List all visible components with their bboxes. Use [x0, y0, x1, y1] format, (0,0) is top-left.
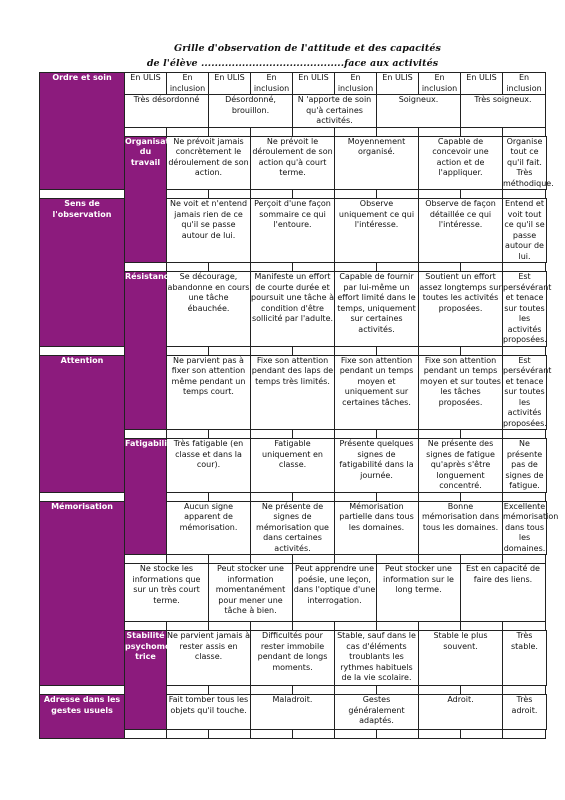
level-description: Adroit. — [419, 695, 503, 730]
inclusion-check-cell — [419, 492, 461, 501]
ulis-check-cell — [461, 430, 503, 439]
inclusion-check-cell — [335, 730, 377, 739]
inclusion-check-cell — [167, 346, 209, 355]
inclusion-check-cell — [503, 127, 546, 136]
header-inclusion: En inclusion — [503, 73, 546, 95]
ulis-check-cell — [209, 730, 251, 739]
inclusion-check-cell — [503, 430, 546, 439]
inclusion-check-cell — [335, 686, 377, 695]
inclusion-check-cell — [419, 190, 461, 199]
inclusion-check-cell — [419, 555, 461, 564]
inclusion-check-cell — [335, 492, 377, 501]
inclusion-check-cell — [503, 730, 546, 739]
ulis-check-cell — [293, 127, 335, 136]
inclusion-check-cell — [167, 730, 209, 739]
checkbox-row — [40, 346, 547, 355]
checkbox-row — [40, 190, 547, 199]
level-description: Soigneux. — [377, 95, 461, 128]
level-description: Bonne mémorisation dans tous les domaines. — [419, 501, 503, 555]
level-description: Ne parvient jamais à rester assis en classe. — [167, 631, 251, 686]
criterion-label: Ordre et soin — [40, 73, 125, 190]
inclusion-check-cell — [167, 263, 209, 272]
level-description: Est persévérant et tenace sur toutes les activités proposées. — [503, 355, 552, 428]
level-description: Ne voit et n'entend jamais rien de ce qu'il se passe autour de lui. — [167, 199, 251, 263]
ulis-check-cell — [209, 686, 251, 695]
level-description: Très désordonné — [125, 95, 209, 128]
level-description: Fait tomber tous les objets qu'il touche. — [167, 695, 251, 730]
criterion-label: Mémorisation — [40, 501, 125, 686]
inclusion-check-cell — [251, 127, 293, 136]
inclusion-check-cell — [251, 190, 293, 199]
level-description: Difficultés pour rester immobile pendant de longs moments. — [251, 631, 335, 686]
level-description: Est persévérant et tenace sur toutes les activités proposées. — [503, 272, 552, 344]
ulis-check-cell — [209, 622, 251, 631]
criterion-label: Organisation du travail — [125, 136, 167, 263]
ulis-check-cell — [209, 190, 251, 199]
level-description: Gestes généralement adaptés. — [335, 695, 419, 730]
inclusion-check-cell — [251, 555, 293, 564]
header-row — [40, 73, 547, 95]
criterion-label: Adresse dans les gestes usuels — [40, 695, 125, 739]
level-description: Très stable. — [503, 631, 547, 686]
inclusion-check-cell — [503, 492, 546, 501]
ulis-check-cell — [293, 430, 335, 439]
level-description: Peut stocker une information momentanément pour mener une tâche à bien. — [209, 564, 293, 622]
ulis-check-cell — [125, 730, 167, 739]
ulis-check-cell — [125, 127, 167, 136]
ulis-check-cell — [461, 190, 503, 199]
header-inclusion: En inclusion — [167, 73, 209, 95]
level-row — [40, 695, 547, 730]
criterion-label: Stabilité psychomo-trice — [125, 631, 167, 730]
header-inclusion: En inclusion — [251, 73, 293, 95]
inclusion-check-cell — [251, 686, 293, 695]
level-description: Observe uniquement ce qui l'intéresse. — [335, 199, 419, 263]
ulis-check-cell — [377, 730, 419, 739]
level-description: Ne présente de signes de mémorisation que dans certaines activités. — [251, 501, 335, 555]
level-description: Stable, sauf dans le cas d'éléments troublants les rythmes habituels de la vie scolaire. — [335, 631, 419, 686]
level-description: Fixe son attention pendant des laps de temps très limités. — [251, 355, 335, 430]
ulis-check-cell — [125, 622, 167, 631]
observation-grid — [39, 72, 559, 739]
checkbox-row — [40, 686, 547, 695]
ulis-check-cell — [377, 346, 419, 355]
criterion-label: Sens de l'observation — [40, 199, 125, 347]
inclusion-check-cell — [335, 127, 377, 136]
inclusion-check-cell — [251, 430, 293, 439]
level-row — [40, 355, 547, 430]
level-description: Peut apprendre une poésie, une leçon, dans l'optique d'une interrogation. — [293, 564, 377, 622]
inclusion-check-cell — [419, 430, 461, 439]
level-description: Organise tout ce qu'il fait. Très méthodique. — [503, 136, 554, 188]
level-description: Se décourage, abandonne en cours une tâche ébauchée. — [167, 272, 251, 347]
level-description: Moyennement organisé. — [335, 136, 419, 190]
ulis-check-cell — [293, 686, 335, 695]
level-description: Capable de fournir par lui-même un effort limité dans le temps, uniquement sur certaines activités. — [335, 272, 419, 347]
ulis-check-cell — [461, 346, 503, 355]
ulis-check-cell — [209, 492, 251, 501]
level-description: Très soigneux. — [461, 95, 546, 128]
ulis-check-cell — [40, 686, 125, 695]
ulis-check-cell — [461, 686, 503, 695]
ulis-check-cell — [377, 492, 419, 501]
criterion-label: Fatigabilité — [125, 439, 167, 555]
ulis-check-cell — [377, 127, 419, 136]
level-description: Présente quelques signes de fatigabilité dans la journée. — [335, 439, 419, 493]
ulis-check-cell — [209, 127, 251, 136]
header-ulis: En ULIS — [461, 73, 503, 95]
inclusion-check-cell — [167, 686, 209, 695]
inclusion-check-cell — [167, 430, 209, 439]
ulis-check-cell — [293, 555, 335, 564]
inclusion-check-cell — [251, 622, 293, 631]
inclusion-check-cell — [335, 555, 377, 564]
ulis-check-cell — [125, 263, 167, 272]
level-description: Ne présente pas de signes de fatigue. — [503, 439, 547, 493]
level-description: Ne stocke les informations que sur un très court terme. — [125, 564, 209, 622]
ulis-check-cell — [293, 346, 335, 355]
ulis-check-cell — [461, 622, 503, 631]
inclusion-check-cell — [335, 190, 377, 199]
ulis-check-cell — [40, 492, 125, 501]
ulis-check-cell — [377, 263, 419, 272]
ulis-check-cell — [293, 263, 335, 272]
inclusion-check-cell — [251, 263, 293, 272]
ulis-check-cell — [209, 263, 251, 272]
ulis-check-cell — [377, 190, 419, 199]
inclusion-check-cell — [335, 430, 377, 439]
header-ulis: En ULIS — [293, 73, 335, 95]
inclusion-check-cell — [503, 555, 546, 564]
criterion-label: Attention — [40, 355, 125, 492]
inclusion-check-cell — [335, 263, 377, 272]
header-inclusion: En inclusion — [419, 73, 461, 95]
level-description: Fatigable uniquement en classe. — [251, 439, 335, 493]
document-subtitle: de l'élève ..........................................face aux activités — [146, 58, 439, 69]
ulis-check-cell — [377, 555, 419, 564]
level-description: N 'apporte de soin qu'à certaines activités. — [293, 95, 377, 128]
level-description: Soutient un effort assez longtemps sur toutes les activités proposées. — [419, 272, 503, 347]
inclusion-check-cell — [503, 190, 546, 199]
level-description: Désordonné, brouillon. — [209, 95, 293, 128]
level-description: Mémorisation partielle dans tous les domaines. — [335, 501, 419, 555]
inclusion-check-cell — [419, 127, 461, 136]
level-description: Manifeste un effort de courte durée et poursuit une tâche à condition d'être sollicité par l'adulte. — [251, 272, 335, 347]
ulis-check-cell — [377, 430, 419, 439]
inclusion-check-cell — [335, 622, 377, 631]
inclusion-check-cell — [419, 263, 461, 272]
ulis-check-cell — [209, 346, 251, 355]
header-inclusion: En inclusion — [335, 73, 377, 95]
level-description: Ne présente des signes de fatigue qu'après s'être longuement concentré. — [419, 439, 503, 493]
ulis-check-cell — [461, 492, 503, 501]
ulis-check-cell — [40, 346, 125, 355]
inclusion-check-cell — [251, 730, 293, 739]
level-description: Aucun signe apparent de mémorisation. — [167, 501, 251, 555]
checkbox-row — [40, 492, 547, 501]
ulis-check-cell — [377, 622, 419, 631]
level-description: Fixe son attention pendant un temps moyen et sur toutes les tâches proposées. — [419, 355, 503, 430]
ulis-check-cell — [293, 492, 335, 501]
ulis-check-cell — [293, 730, 335, 739]
inclusion-check-cell — [503, 263, 546, 272]
header-ulis: En ULIS — [209, 73, 251, 95]
inclusion-check-cell — [419, 622, 461, 631]
inclusion-check-cell — [251, 346, 293, 355]
level-description: Ne prévoit le déroulement de son action qu'à court terme. — [251, 136, 335, 190]
inclusion-check-cell — [251, 492, 293, 501]
level-description: Entend et voit tout ce qu'il se passe autour de lui. — [504, 199, 545, 261]
level-row — [40, 199, 547, 263]
inclusion-check-cell — [167, 622, 209, 631]
inclusion-check-cell — [419, 346, 461, 355]
document-title: Grille d'observation de l'attitude et des capacités — [174, 43, 441, 54]
level-description: Ne prévoit jamais concrètement le déroulement de son action. — [167, 136, 251, 190]
inclusion-check-cell — [503, 622, 546, 631]
inclusion-check-cell — [167, 127, 209, 136]
ulis-check-cell — [125, 430, 167, 439]
inclusion-check-cell — [167, 190, 209, 199]
header-ulis: En ULIS — [377, 73, 419, 95]
inclusion-check-cell — [503, 346, 546, 355]
level-description: Est en capacité de faire des liens. — [461, 564, 546, 622]
inclusion-check-cell — [419, 730, 461, 739]
level-description: Fixe son attention pendant un temps moyen et uniquement sur certaines tâches. — [335, 355, 419, 430]
level-description: Maladroit. — [251, 695, 335, 730]
level-description: Stable le plus souvent. — [419, 631, 503, 686]
ulis-check-cell — [377, 686, 419, 695]
ulis-check-cell — [209, 555, 251, 564]
inclusion-check-cell — [167, 492, 209, 501]
inclusion-check-cell — [335, 346, 377, 355]
criterion-label: Résistance — [125, 272, 167, 430]
ulis-check-cell — [461, 127, 503, 136]
level-description: Excellente mémorisation dans tous les domaines. — [503, 501, 559, 553]
inclusion-check-cell — [419, 686, 461, 695]
level-description: Peut stocker une information sur le long terme. — [377, 564, 461, 622]
inclusion-check-cell — [503, 686, 546, 695]
level-description: Capable de concevoir une action et de l'appliquer. — [419, 136, 503, 190]
ulis-check-cell — [293, 622, 335, 631]
header-ulis: En ULIS — [125, 73, 167, 95]
ulis-check-cell — [125, 555, 167, 564]
level-description: Ne parvient pas à fixer son attention même pendant un temps court. — [167, 355, 251, 430]
level-description: Perçoit d'une façon sommaire ce qui l'entoure. — [251, 199, 335, 263]
level-description: Très fatigable (en classe et dans la cour). — [167, 439, 251, 493]
ulis-check-cell — [293, 190, 335, 199]
inclusion-check-cell — [167, 555, 209, 564]
level-description: Observe de façon détaillée ce qui l'intéresse. — [419, 199, 503, 263]
ulis-check-cell — [40, 190, 125, 199]
ulis-check-cell — [461, 730, 503, 739]
level-description: Très adroit. — [503, 695, 547, 730]
ulis-check-cell — [461, 263, 503, 272]
ulis-check-cell — [461, 555, 503, 564]
ulis-check-cell — [209, 430, 251, 439]
level-row — [40, 501, 547, 555]
